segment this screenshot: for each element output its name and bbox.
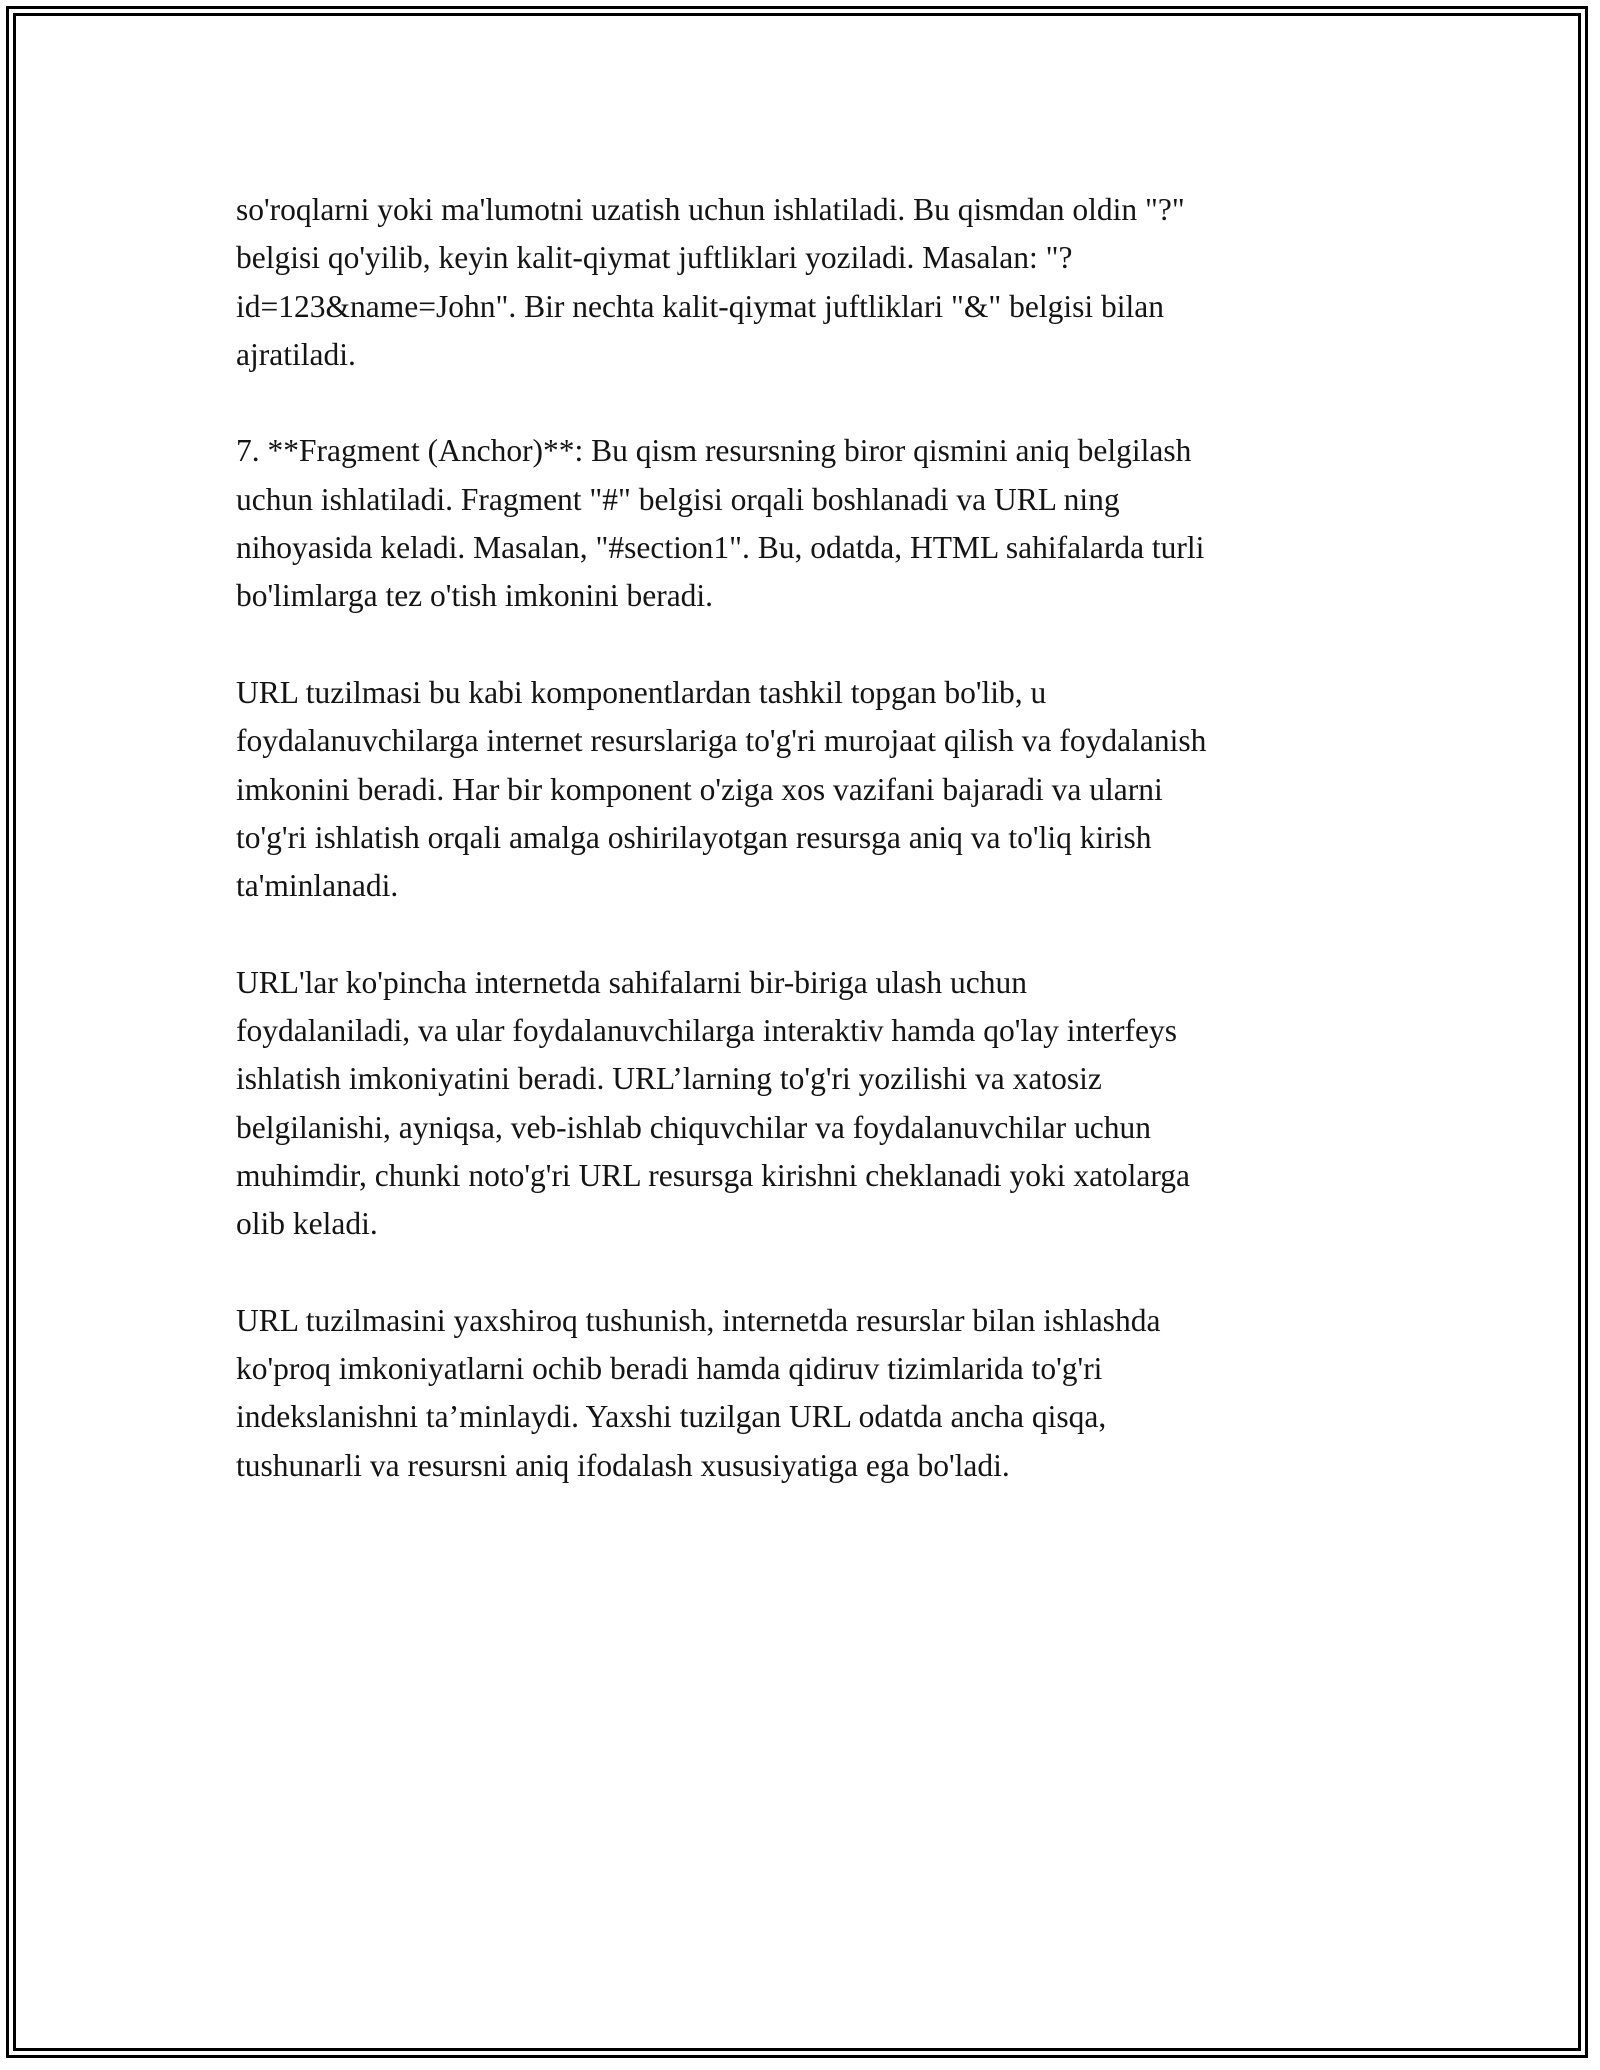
text-line: imkonini beradi. Har bir komponent o'ziga xos vazifani bajaradi va ularni xyxy=(236,771,1163,807)
text-line: tushunarli va resursni aniq ifodalash xususiyatiga ega bo'ladi. xyxy=(236,1447,1010,1483)
text-line: belgisi qo'yilib, keyin kalit-qiymat juftliklari yoziladi. Masalan: "? xyxy=(236,240,1073,276)
text-line: URL'lar ko'pincha internetda sahifalarni bir-biriga ulash uchun xyxy=(236,964,1027,1000)
text-line: URL tuzilmasini yaxshiroq tushunish, internetda resurslar bilan ishlashda xyxy=(236,1302,1161,1338)
text-line: ajratiladi. xyxy=(236,336,356,372)
text-line: foydalanuvchilarga internet resurslariga to'g'ri murojaat qilish va foydalanish xyxy=(236,723,1207,759)
text-line: nihoyasida keladi. Masalan, "#section1". Bu, odatda, HTML sahifalarda turli xyxy=(236,530,1205,566)
text-line: indekslanishni ta’minlaydi. Yaxshi tuzilgan URL odatda ancha qisqa, xyxy=(236,1399,1107,1435)
paragraph-query-continuation xyxy=(236,186,1376,379)
text-line: ko'proq imkoniyatlarni ochib beradi hamda qidiruv tizimlarida to'g'ri xyxy=(236,1351,1103,1387)
text-line: belgilanishi, ayniqsa, veb-ishlab chiquvchilar va foydalanuvchilar uchun xyxy=(236,1109,1151,1145)
text-line: id=123&name=John". Bir nechta kalit-qiymat juftliklari "&" belgisi bilan xyxy=(236,288,1164,324)
paragraph-url-structure xyxy=(236,669,1376,910)
paragraph-conclusion xyxy=(236,1297,1376,1490)
text-line: URL tuzilmasi bu kabi komponentlardan tashkil topgan bo'lib, u xyxy=(236,674,1047,710)
text-line: so'roqlarni yoki ma'lumotni uzatish uchun ishlatiladi. Bu qismdan oldin "?" xyxy=(236,192,1185,227)
text-line: foydalaniladi, va ular foydalanuvchilarga interaktiv hamda qo'lay interfeys xyxy=(236,1013,1178,1049)
paragraph-fragment xyxy=(236,427,1376,620)
text-line: olib keladi. xyxy=(236,1206,378,1242)
text-line: 7. **Fragment (Anchor)**: Bu qism resursning biror qismini aniq belgilash xyxy=(236,433,1192,469)
text-line: to'g'ri ishlatish orqali amalga oshirilayotgan resursga aniq va to'liq kirish xyxy=(236,819,1152,855)
text-line: bo'limlarga tez o'tish imkonini beradi. xyxy=(236,578,714,614)
document-body xyxy=(236,186,1376,1538)
text-line: ta'minlanadi. xyxy=(236,868,399,904)
text-line: muhimdir, chunki noto'g'ri URL resursga kirishni cheklanadi yoki xatolarga xyxy=(236,1157,1191,1193)
text-line: ishlatish imkoniyatini beradi. URL’larning to'g'ri yozilishi va xatosiz xyxy=(236,1061,1102,1097)
paragraph-url-usage xyxy=(236,959,1376,1249)
text-line: uchun ishlatiladi. Fragment "#" belgisi orqali boshlanadi va URL ning xyxy=(236,481,1120,517)
